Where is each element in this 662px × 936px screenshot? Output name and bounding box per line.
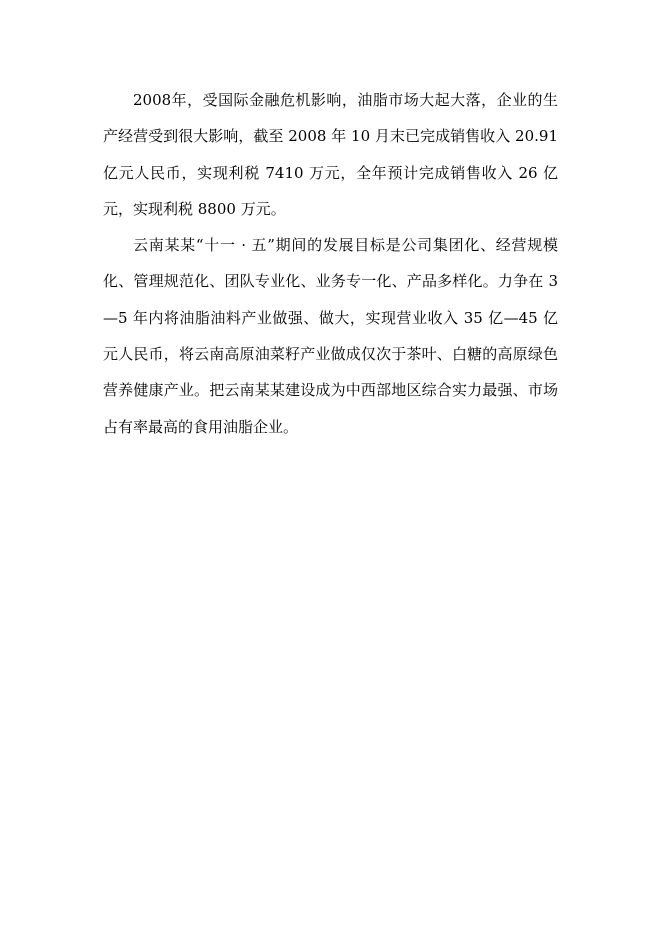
document-body: [103, 82, 558, 445]
paragraph-sales-results: 2008年，受国际金融危机影响，油脂市场大起大落，企业的生产经营受到很大影响，截至 2008 年 10 月末已完成销售收入 20.91 亿元人民币，实现利税 7410 万元，全年预计完成销售收入 26 亿元，实现利税 8800 万元。: [103, 91, 558, 218]
paragraph-development-goals: 云南某某“十一 · 五”期间的发展目标是公司集团化、经营规模化、管理规范化、团队专业化、业务专一化、产品多样化。力争在 3—5 年内将油脂油料产业做强、做大，实现营业收入 35 亿—45 亿元人民币，将云南高原油菜籽产业做成仅次于茶叶、白糖的高原绿色营养健康产业。把云南某某建设成为中西部地区综合实力最强、市场占有率最高的食用油脂企业。: [103, 236, 558, 436]
